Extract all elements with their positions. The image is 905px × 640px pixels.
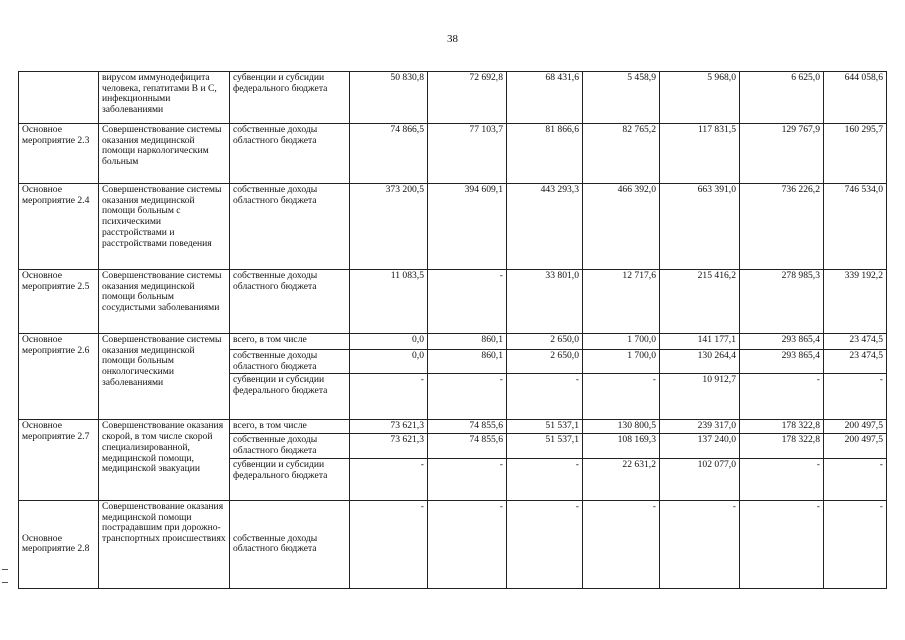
value-cell: 12 717,6 bbox=[583, 270, 660, 334]
value-cell: 137 240,0 bbox=[660, 434, 740, 458]
page-number: 38 bbox=[447, 33, 458, 45]
value-cell: 73 621,3 bbox=[350, 434, 428, 458]
funding-source-cell: всего, в том числе bbox=[230, 334, 350, 350]
value-cell: - bbox=[740, 500, 824, 588]
value-cell: 200 497,5 bbox=[824, 420, 887, 434]
event-name-cell: Совершенствование системы оказания медицинской помощи наркологическим больным bbox=[99, 124, 230, 184]
event-name-cell: Совершенствование оказания медицинской помощи пострадавшим при дорожно-транспортных происшествиях bbox=[99, 500, 230, 588]
value-cell: - bbox=[350, 500, 428, 588]
funding-source-cell: субвенции и субсидии федерального бюджета bbox=[230, 72, 350, 124]
value-cell: - bbox=[350, 458, 428, 500]
value-cell: 1 700,0 bbox=[583, 350, 660, 374]
value-cell: 11 083,5 bbox=[350, 270, 428, 334]
value-cell: 293 865,4 bbox=[740, 334, 824, 350]
value-cell: 129 767,9 bbox=[740, 124, 824, 184]
event-code-cell: Основное мероприятие 2.3 bbox=[19, 124, 99, 184]
table-body bbox=[19, 72, 887, 589]
value-cell: 0,0 bbox=[350, 350, 428, 374]
value-cell: - bbox=[740, 458, 824, 500]
value-cell: 5 968,0 bbox=[660, 72, 740, 124]
value-cell: - bbox=[824, 500, 887, 588]
value-cell: 51 537,1 bbox=[507, 420, 583, 434]
value-cell: - bbox=[507, 458, 583, 500]
value-cell: 160 295,7 bbox=[824, 124, 887, 184]
value-cell: 5 458,9 bbox=[583, 72, 660, 124]
value-cell: 278 985,3 bbox=[740, 270, 824, 334]
funding-source-cell: собственные доходы областного бюджета bbox=[230, 124, 350, 184]
value-cell: - bbox=[824, 458, 887, 500]
value-cell: - bbox=[583, 374, 660, 420]
value-cell: 178 322,8 bbox=[740, 420, 824, 434]
event-code-cell: Основное мероприятие 2.6 bbox=[19, 334, 99, 420]
value-cell: 443 293,3 bbox=[507, 184, 583, 270]
value-cell: 10 912,7 bbox=[660, 374, 740, 420]
value-cell: 0,0 bbox=[350, 334, 428, 350]
value-cell: 74 866,5 bbox=[350, 124, 428, 184]
event-name-cell: Совершенствование оказания скорой, в том числе скорой специализированной, медицинской помощи, медицинской эвакуации bbox=[99, 420, 230, 500]
value-cell: 663 391,0 bbox=[660, 184, 740, 270]
value-cell: 1 700,0 bbox=[583, 334, 660, 350]
value-cell: - bbox=[507, 500, 583, 588]
value-cell: 68 431,6 bbox=[507, 72, 583, 124]
value-cell: 77 103,7 bbox=[428, 124, 507, 184]
value-cell: 72 692,8 bbox=[428, 72, 507, 124]
value-cell: 215 416,2 bbox=[660, 270, 740, 334]
value-cell: - bbox=[824, 374, 887, 420]
event-code-cell bbox=[19, 72, 99, 124]
value-cell: 23 474,5 bbox=[824, 350, 887, 374]
value-cell: 178 322,8 bbox=[740, 434, 824, 458]
funding-source-cell: собственные доходы областного бюджета bbox=[230, 184, 350, 270]
margin-mark bbox=[2, 569, 8, 570]
value-cell: - bbox=[740, 374, 824, 420]
value-cell: 860,1 bbox=[428, 334, 507, 350]
value-cell: 117 831,5 bbox=[660, 124, 740, 184]
funding-source-cell: субвенции и субсидии федерального бюджета bbox=[230, 374, 350, 420]
table-row bbox=[19, 124, 887, 184]
value-cell: 141 177,1 bbox=[660, 334, 740, 350]
value-cell: 51 537,1 bbox=[507, 434, 583, 458]
value-cell: 23 474,5 bbox=[824, 334, 887, 350]
value-cell: 746 534,0 bbox=[824, 184, 887, 270]
funding-source-cell: всего, в том числе bbox=[230, 420, 350, 434]
value-cell: 73 621,3 bbox=[350, 420, 428, 434]
table-row bbox=[19, 334, 887, 350]
value-cell: 108 169,3 bbox=[583, 434, 660, 458]
funding-source-cell: субвенции и субсидии федерального бюджета bbox=[230, 458, 350, 500]
value-cell: - bbox=[660, 500, 740, 588]
value-cell: 74 855,6 bbox=[428, 434, 507, 458]
value-cell: - bbox=[428, 500, 507, 588]
funding-source-cell: собственные доходы областного бюджета bbox=[230, 270, 350, 334]
value-cell: - bbox=[428, 374, 507, 420]
value-cell: 2 650,0 bbox=[507, 334, 583, 350]
value-cell: 736 226,2 bbox=[740, 184, 824, 270]
table-row bbox=[19, 184, 887, 270]
value-cell: 200 497,5 bbox=[824, 434, 887, 458]
value-cell: 644 058,6 bbox=[824, 72, 887, 124]
table-row bbox=[19, 420, 887, 434]
event-name-cell: Совершенствование системы оказания медицинской помощи больным с психическими расстройствами и расстройствами поведения bbox=[99, 184, 230, 270]
value-cell: 22 631,2 bbox=[583, 458, 660, 500]
value-cell: - bbox=[428, 270, 507, 334]
value-cell: 6 625,0 bbox=[740, 72, 824, 124]
value-cell: 50 830,8 bbox=[350, 72, 428, 124]
value-cell: 130 800,5 bbox=[583, 420, 660, 434]
value-cell: - bbox=[350, 374, 428, 420]
event-code-cell: Основное мероприятие 2.7 bbox=[19, 420, 99, 500]
value-cell: 466 392,0 bbox=[583, 184, 660, 270]
value-cell: 860,1 bbox=[428, 350, 507, 374]
event-code-cell: Основное мероприятие 2.5 bbox=[19, 270, 99, 334]
event-code-cell: Основное мероприятие 2.4 bbox=[19, 184, 99, 270]
table-row bbox=[19, 270, 887, 334]
value-cell: 373 200,5 bbox=[350, 184, 428, 270]
value-cell: 339 192,2 bbox=[824, 270, 887, 334]
value-cell: 293 865,4 bbox=[740, 350, 824, 374]
value-cell: 239 317,0 bbox=[660, 420, 740, 434]
margin-mark bbox=[2, 582, 8, 583]
value-cell: 102 077,0 bbox=[660, 458, 740, 500]
event-name-cell: Совершенствование системы оказания медицинской помощи больным сосудистыми заболеваниями bbox=[99, 270, 230, 334]
value-cell: - bbox=[583, 500, 660, 588]
table-row bbox=[19, 500, 887, 588]
value-cell: 394 609,1 bbox=[428, 184, 507, 270]
value-cell: 74 855,6 bbox=[428, 420, 507, 434]
event-name-cell: вирусом иммунодефицита человека, гепатитами В и С, инфекционными заболеваниями bbox=[99, 72, 230, 124]
funding-source-cell: собственные доходы областного бюджета bbox=[230, 500, 350, 588]
value-cell: 2 650,0 bbox=[507, 350, 583, 374]
funding-source-cell: собственные доходы областного бюджета bbox=[230, 434, 350, 458]
event-code-cell: Основное мероприятие 2.8 bbox=[19, 500, 99, 588]
funding-source-cell: собственные доходы областного бюджета bbox=[230, 350, 350, 374]
value-cell: 81 866,6 bbox=[507, 124, 583, 184]
table-row bbox=[19, 72, 887, 124]
value-cell: 130 264,4 bbox=[660, 350, 740, 374]
event-name-cell: Совершенствование системы оказания медицинской помощи больным онкологическими заболеваниями bbox=[99, 334, 230, 420]
budget-table bbox=[18, 71, 887, 589]
value-cell: 33 801,0 bbox=[507, 270, 583, 334]
value-cell: - bbox=[428, 458, 507, 500]
value-cell: - bbox=[507, 374, 583, 420]
value-cell: 82 765,2 bbox=[583, 124, 660, 184]
